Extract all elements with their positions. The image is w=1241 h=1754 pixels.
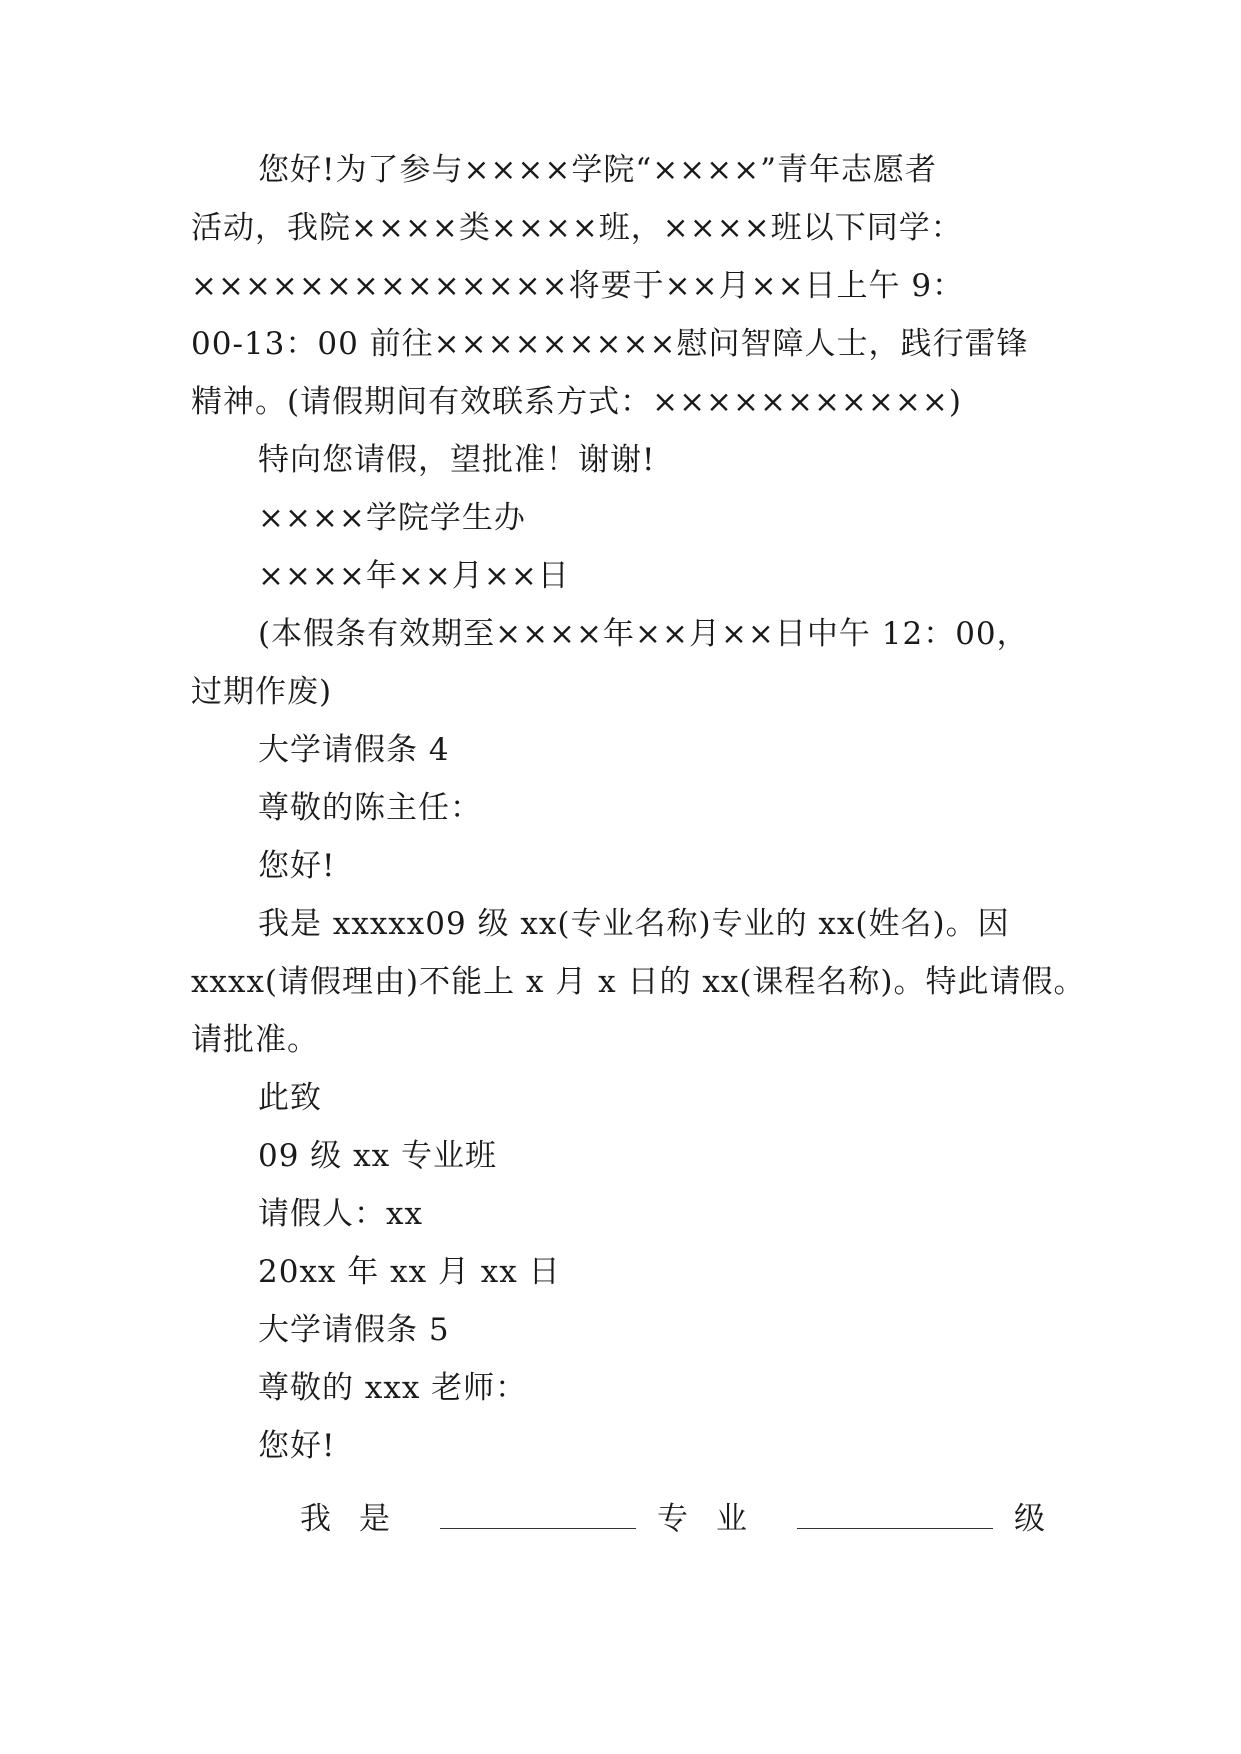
signature-date: ××××年××月××日 <box>258 558 570 594</box>
salutation: 尊敬的陈主任： <box>258 790 482 826</box>
validity-note-cont: 过期作废) <box>191 674 333 710</box>
greeting: 您好! <box>258 1428 336 1464</box>
body-text-line: 00-13：00 前往×××××××××慰问智障人士，践行雷锋 <box>191 326 1029 362</box>
body-text-line: xxxx(请假理由)不能上 x 月 x 日的 xx(课程名称)。特此请假。 <box>191 964 1086 1000</box>
closing-line: 此致 <box>258 1080 322 1116</box>
body-text-line: 精神。(请假期间有效联系方式：×××××××××××) <box>191 384 962 420</box>
fill-in-line <box>300 1499 1045 1539</box>
fill-word-1: 我是 <box>300 1501 418 1537</box>
applicant-line: 请假人：xx <box>258 1196 423 1232</box>
blank-underline <box>797 1502 993 1529</box>
date-line: 20xx 年 xx 月 xx 日 <box>258 1254 561 1290</box>
body-text-line: 活动，我院××××类××××班，××××班以下同学： <box>191 210 963 246</box>
blank-underline <box>440 1502 636 1529</box>
letter-greeting-line: 您好!为了参与××××学院“××××”青年志愿者 <box>258 152 937 188</box>
signature-office: ××××学院学生办 <box>258 500 526 536</box>
salutation: 尊敬的 xxx 老师： <box>258 1370 528 1406</box>
fill-word-2: 专业 <box>657 1501 775 1537</box>
greeting: 您好! <box>258 848 336 884</box>
section-title: 大学请假条 4 <box>258 732 450 768</box>
fill-word-3: 级 <box>1014 1501 1045 1537</box>
class-line: 09 级 xx 专业班 <box>258 1138 497 1174</box>
request-line: 特向您请假，望批准！谢谢! <box>258 442 656 478</box>
body-text-line: ××××××××××××××将要于××月××日上午 9： <box>191 268 965 304</box>
body-text-line: 请批准。 <box>191 1022 319 1058</box>
validity-note: (本假条有效期至××××年××月××日中午 12：00， <box>258 616 1029 652</box>
body-text-line: 我是 xxxxx09 级 xx(专业名称)专业的 xx(姓名)。因 <box>258 906 1010 942</box>
section-title: 大学请假条 5 <box>258 1312 450 1348</box>
